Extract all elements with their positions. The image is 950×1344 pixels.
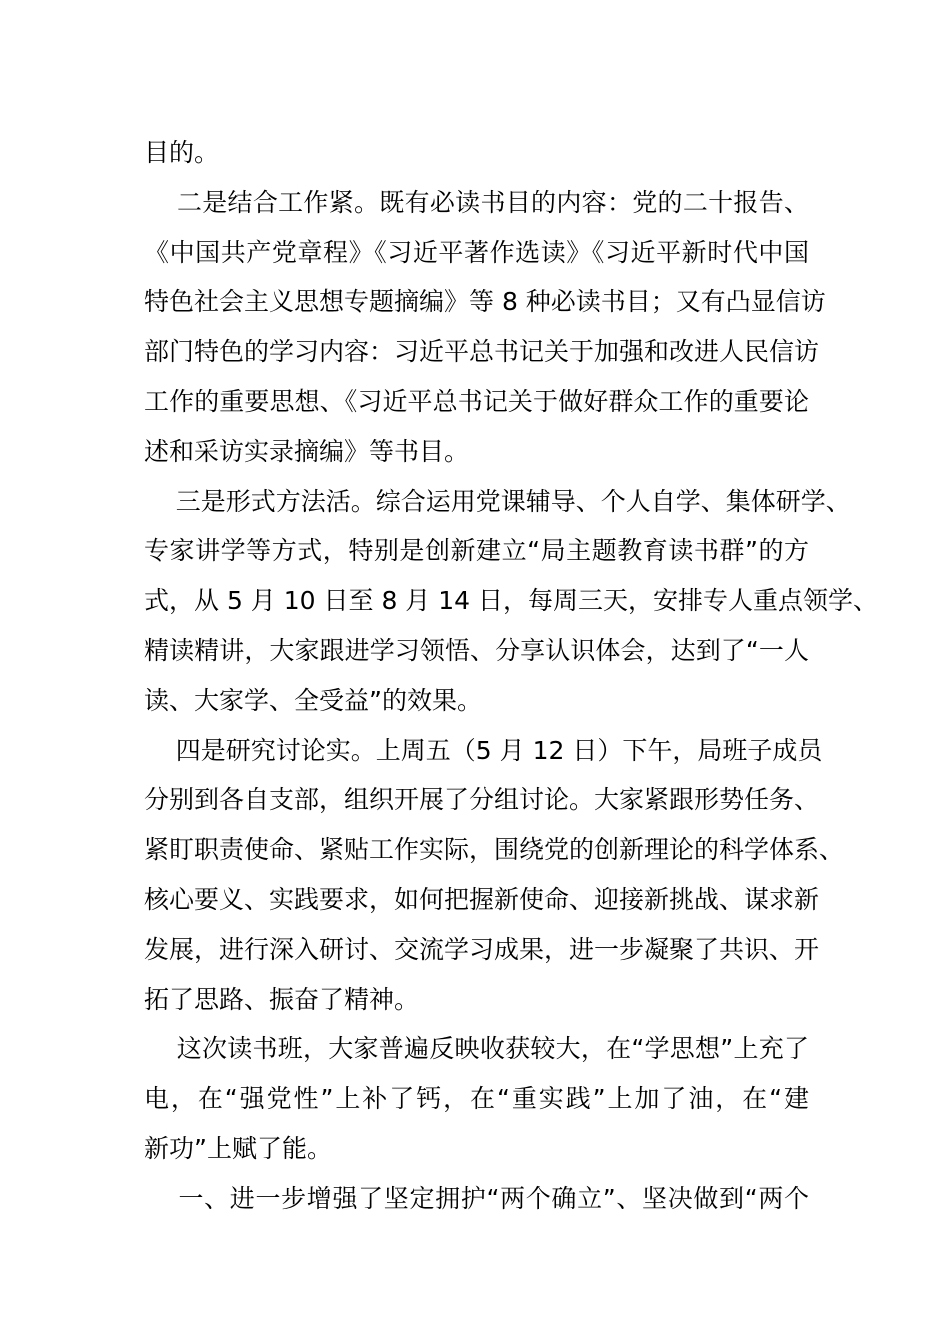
document-body: [144, 128, 879, 1224]
text-line: 紧盯职责使命、紧贴工作实际，围绕党的创新理论的科学体系、: [144, 835, 845, 865]
text-line: 部门特色的学习内容：习近平总书记关于加强和改进人民信访: [144, 337, 820, 367]
text-line: 工作的重要思想、《习近平总书记关于做好群众工作的重要论: [144, 386, 809, 416]
text-line: 读、大家学、全受益”的效果。: [144, 685, 482, 715]
text-line: 电，在“强党性”上补了钙，在“重实践”上加了油，在“建: [144, 1084, 809, 1114]
text-line: 《中国共产党章程》《习近平著作选读》《习近平新时代中国: [144, 237, 809, 267]
text-line: 分别到各自支部，组织开展了分组讨论。大家紧跟形势任务、: [144, 785, 820, 815]
text-line: 述和采访实录摘编》等书目。: [144, 436, 470, 466]
text-line: 精读精讲，大家跟进学习领悟、分享认识体会，达到了“一人: [144, 635, 809, 665]
text-line: 发展，进行深入研讨、交流学习成果，进一步凝聚了共识、开: [144, 934, 820, 964]
text-line: 新功”上赋了能。: [144, 1133, 332, 1163]
text-line: 二是结合工作紧。既有必读书目的内容：党的二十报告、: [144, 187, 809, 217]
text-line: 专家讲学等方式，特别是创新建立“局主题教育读书群”的方: [144, 536, 809, 566]
text-line: 式，从 5 月 10 日至 8 月 14 日，每周三天，安排专人重点领学、: [144, 586, 879, 616]
text-line: 四是研究讨论实。上周五（5 月 12 日）下午，局班子成员: [144, 735, 823, 765]
text-line: 目的。: [144, 138, 220, 167]
text-line: 拓了思路、振奋了精神。: [144, 984, 420, 1014]
text-line: 这次读书班，大家普遍反映收获较大，在“学思想”上充了: [144, 1034, 809, 1064]
text-line: 三是形式方法活。综合运用党课辅导、个人自学、集体研学、: [144, 486, 851, 516]
text-line: 一、进一步增强了坚定拥护“两个确立”、坚决做到“两个: [144, 1183, 809, 1213]
text-line: 特色社会主义思想专题摘编》等 8 种必读书目；又有凸显信访: [144, 287, 826, 317]
text-line: 核心要义、实践要求，如何把握新使命、迎接新挑战、谋求新: [144, 884, 820, 914]
